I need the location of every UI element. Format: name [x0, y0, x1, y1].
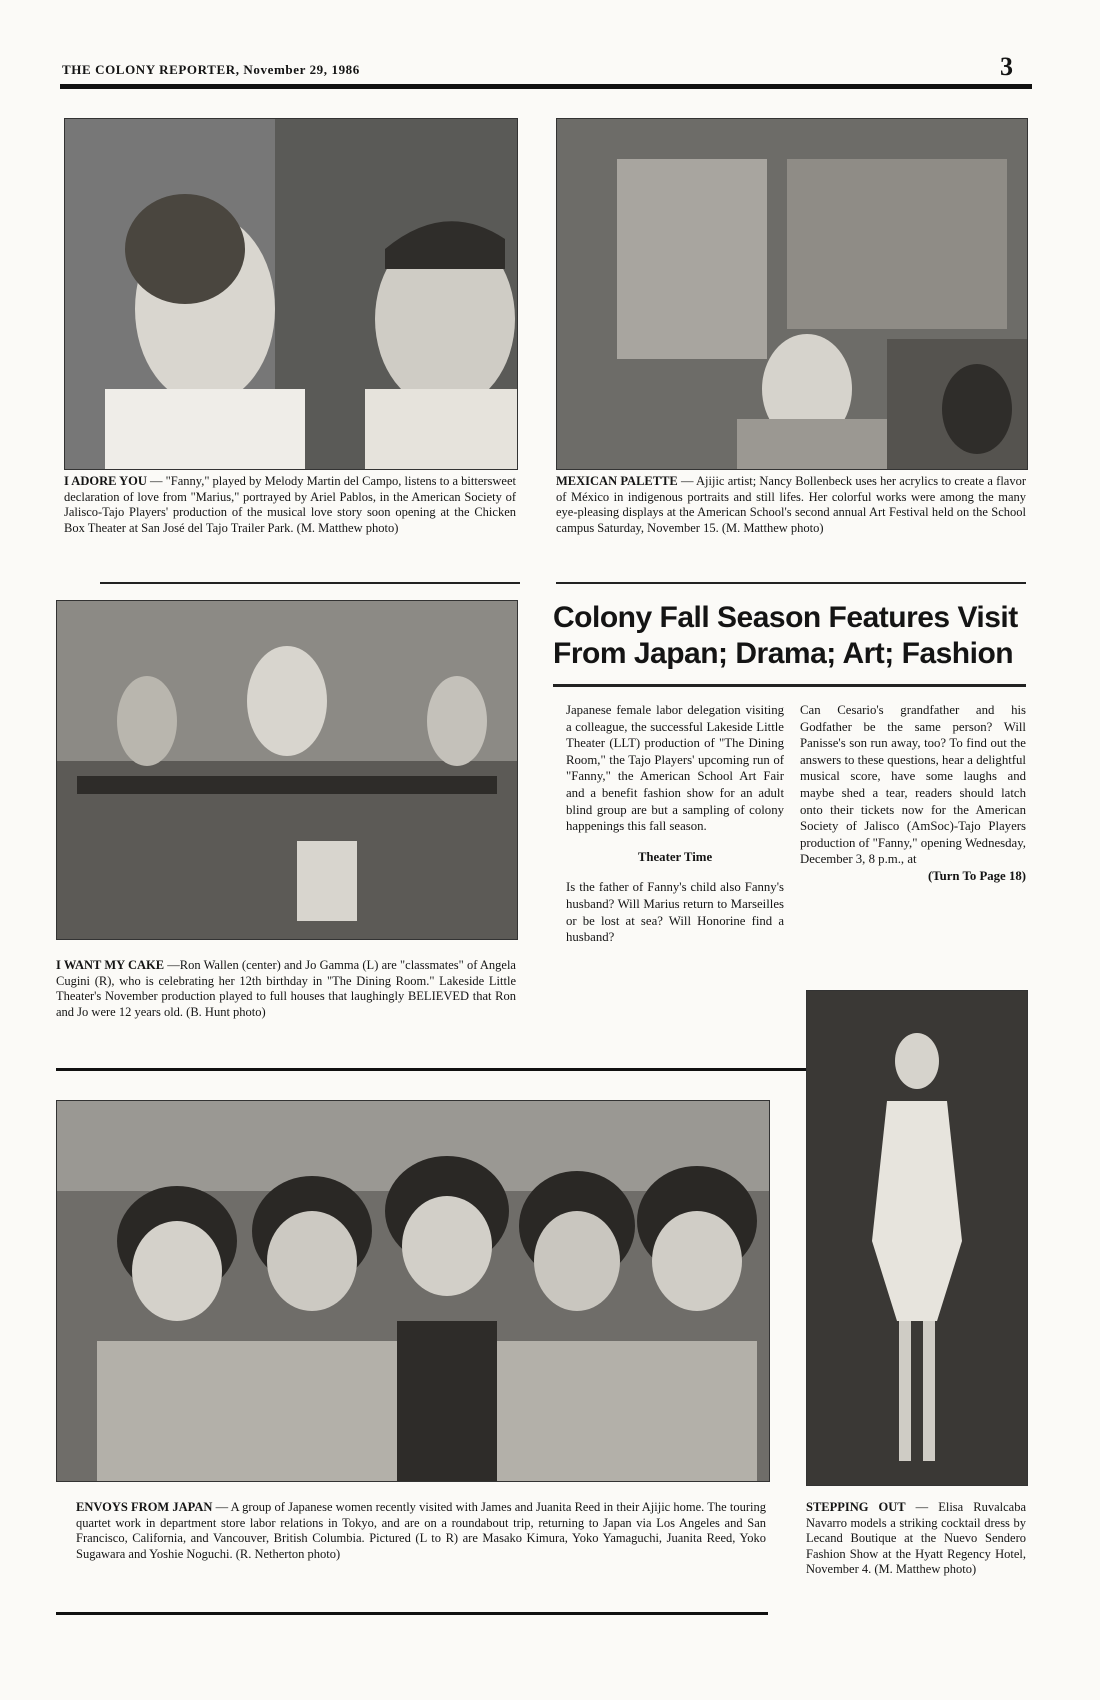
cake-photo	[56, 600, 518, 940]
palette-caption	[556, 474, 1026, 536]
divider	[556, 582, 1026, 584]
divider	[100, 582, 520, 584]
envoys-caption-text: — A group of Japanese women recently visited with James and Juanita Reed in their Ajijic home. The touring quartet work in department store labor relations in Tokyo, and are on a roundabout trip, returning to Japan via Los Angeles and San Francisco, California, and Vancouver, British Columbia. Pictured (L to R) are Masako Kimura, Yoko Yamaguchi, Juanita Reed, Yoko Sugawara and Yoshie Noguchi. (R. Netherton photo)	[76, 1500, 766, 1561]
masthead-rule	[60, 84, 1032, 89]
fanny-photo	[64, 118, 518, 470]
article-subhead: Theater Time	[637, 849, 713, 864]
jump-line: (Turn To Page 18)	[927, 868, 1026, 883]
stepping-photo	[806, 990, 1028, 1486]
headline-rule	[553, 684, 1026, 687]
palette-photo	[556, 118, 1028, 470]
cake-caption-lead: I WANT MY CAKE	[56, 958, 165, 972]
envoys-caption-lead: ENVOYS FROM JAPAN	[76, 1500, 213, 1514]
palette-caption-text: — Ajijic artist; Nancy Bollenbeck uses her acrylics to create a flavor of México in indigenous portraits and still lifes. Her colorful works were among the many eye-pleasing displays at the American School's second annual Art Festival held on the School campus Saturday, November 15. (M. Matthew photo)	[556, 474, 1026, 535]
article-intro: Japanese female labor delegation visiting a colleague, the successful Lakeside Little Theater (LLT) production of "The Dining Room," the Tajo Players' upcoming run of "Fanny," the American School Art Fair and a benefit fashion show for an adult blind group are but a sampling of colony happenings this fall season.	[566, 703, 784, 834]
stepping-caption	[806, 1500, 1026, 1578]
fanny-caption	[64, 474, 516, 536]
article-column-2	[800, 702, 1026, 885]
envoys-caption	[76, 1500, 766, 1562]
article-paragraph: Is the father of Fanny's child also Fanny's husband? Will Marius return to Marseilles or be lost at sea? Will Honorine find a husband?	[566, 880, 784, 945]
fanny-caption-lead: I ADORE YOU	[64, 474, 147, 488]
page-number: 3	[1000, 52, 1013, 81]
cake-caption	[56, 958, 516, 1020]
masthead-title: THE COLONY REPORTER, November 29, 1986	[62, 62, 360, 77]
cake-caption-text: —Ron Wallen (center) and Jo Gamma (L) are "classmates" of Angela Cugini (R), who is celebrating her 12th birthday in "The Dining Room." Lakeside Little Theater's November production played to full houses that laughingly BELIEVED that Ron and Jo were 12 years old. (B. Hunt photo)	[56, 958, 516, 1019]
envoys-photo	[56, 1100, 770, 1482]
bottom-rule	[56, 1612, 768, 1615]
article-paragraph: Can Cesario's grandfather and his Godfather be the same person? Will Panisse's son run away, too? To find out the answers to these questions, hear a delightful musical score, have some laughs and maybe shed a tear, readers should latch onto their tickets now for the American Society of Jalisco (AmSoc)-Tajo Players production of "Fanny," opening Wednesday, December 3, 8 p.m., at	[800, 703, 1026, 867]
article-column-1	[566, 702, 784, 946]
palette-caption-lead: MEXICAN PALETTE	[556, 474, 678, 488]
stepping-caption-lead: STEPPING OUT	[806, 1500, 906, 1514]
article-headline: Colony Fall Season Features Visit From Japan; Drama; Art; Fashion	[553, 601, 1018, 670]
stepping-caption-text: — Elisa Ruvalcaba Navarro models a striking cocktail dress by Lecand Boutique at the Nuevo Sendero Fashion Show at the Hyatt Regency Hotel, November 4. (M. Matthew photo)	[806, 1500, 1026, 1576]
fanny-caption-text: — "Fanny," played by Melody Martin del Campo, listens to a bittersweet declaration of love from "Marius," portrayed by Ariel Pablos, in the American Society of Jalisco-Tajo Players' production of the musical love story soon opening at the Chicken Box Theater at San José del Tajo Trailer Park. (M. Matthew photo)	[64, 474, 516, 535]
